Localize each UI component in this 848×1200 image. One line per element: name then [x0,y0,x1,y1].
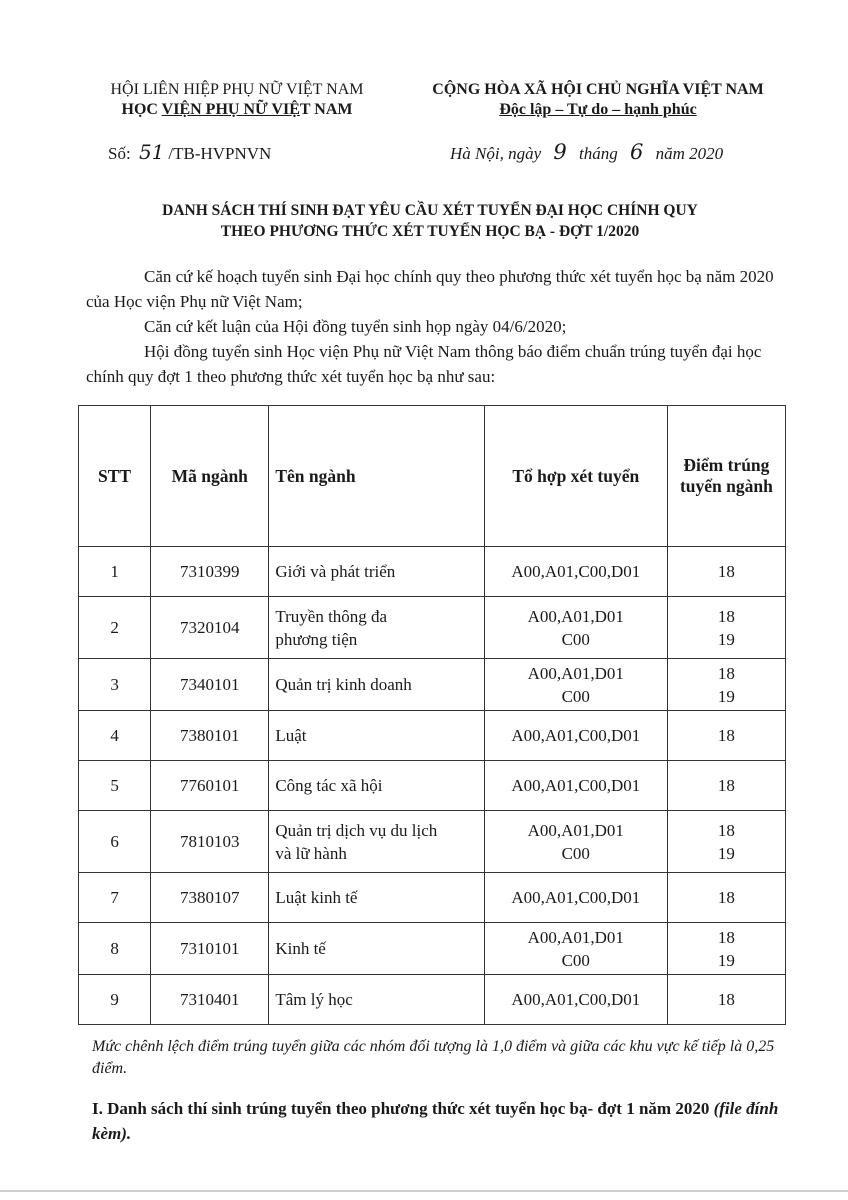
cell-subject-combination [484,547,667,597]
date-year: năm 2020 [655,144,724,163]
cell-major-name-value: Tâm lý học [275,990,353,1009]
cell-major-code-value: 7310401 [179,990,240,1009]
cell-stt-value: 3 [110,675,119,694]
cell-major-name-value: Quản trị dịch vụ du lịch [275,820,438,840]
doc-number-handwritten: 51 [138,140,165,164]
cell-stt [79,659,151,711]
doc-number-prefix: Số: [108,144,131,163]
cell-cutoff-score [667,597,785,659]
col-header-subject-combination: Tổ hợp xét tuyển [484,406,667,547]
cell-stt-value: 5 [110,776,119,795]
cell-cutoff-score [667,873,785,923]
cell-subject-combination [484,811,667,873]
cell-subject-combination-value: C00 [561,950,590,970]
cell-stt [79,547,151,597]
col-header-major-name: Tên ngành [269,406,484,547]
org-name-underlined: VIỆN PHỤ NỮ VIỆ [161,101,300,118]
cell-major-code-value: 7380107 [179,888,240,907]
cell-major-code-value: 7380101 [179,726,240,745]
title-line-1: DANH SÁCH THÍ SINH ĐẠT YÊU CẦU XÉT TUYỂN ĐẠI HỌC CHÍNH QUY [162,202,698,219]
cell-cutoff-score [667,811,785,873]
cell-major-name [269,711,484,761]
cell-major-name-value: và lữ hành [275,843,347,863]
cell-cutoff-score-value: 18 [717,663,735,683]
cell-cutoff-score [667,923,785,975]
cell-major-name [269,811,484,873]
cell-major-code-value: 7340101 [179,675,240,694]
cell-cutoff-score [667,547,785,597]
cell-stt-value: 4 [110,726,119,745]
cell-cutoff-score [667,761,785,811]
cell-cutoff-score-value: 19 [717,950,735,970]
cell-subject-combination-value: A00,A01,C00,D01 [511,990,641,1009]
cell-major-code [151,547,269,597]
cell-subject-combination-value: A00,A01,C00,D01 [511,726,641,745]
cell-cutoff-score-value: 18 [717,888,735,907]
cell-major-name [269,975,484,1025]
cell-major-code [151,873,269,923]
paragraph-basis-plan: Căn cứ kế hoạch tuyển sinh Đại học chính quy theo phương thức xét tuyển học bạ năm 2020 của Học viện Phụ nữ Việt Nam; [86,267,774,311]
cell-major-code-value: 7760101 [179,776,240,795]
cell-stt [79,597,151,659]
cell-major-code [151,811,269,873]
cell-major-name-value: Luật kinh tế [275,888,358,907]
cell-subject-combination [484,873,667,923]
cell-stt [79,923,151,975]
issuing-organization [92,80,382,120]
org-name-part: HỌC [121,101,162,118]
cell-major-name-value: Kinh tế [275,939,326,958]
title-line-2: THEO PHƯƠNG THỨC XÉT TUYỂN HỌC BẠ - ĐỢT 1/2020 [220,223,640,240]
section-text: I. Danh sách thí sinh trúng tuyển theo phương thức xét tuyển học bạ- đợt 1 năm 2020 [92,1099,710,1118]
motto-text: Độc lập – Tự do – hạnh phúc [499,101,697,118]
document-title [80,200,780,242]
cell-major-code-value: 7810103 [179,832,240,851]
cell-major-name [269,547,484,597]
date-month-handwritten: 6 [630,140,644,164]
cell-major-name-value: Giới và phát triển [275,562,396,581]
cell-major-code [151,975,269,1025]
cell-major-name [269,659,484,711]
col-header-stt: STT [79,406,151,547]
cell-cutoff-score-value: 18 [717,726,735,745]
cell-major-code [151,761,269,811]
cell-stt-value: 2 [110,618,119,637]
cell-cutoff-score-value: 18 [717,990,735,1009]
cell-subject-combination [484,761,667,811]
col-header-cutoff-line1: Điểm trúng [683,455,770,475]
col-header-cutoff-score [667,406,785,547]
cell-major-name-value: Quản trị kinh doanh [275,675,412,694]
cell-major-name-value: phương tiện [275,629,358,649]
org-parent-name: HỘI LIÊN HIỆP PHỤ NỮ VIỆT NAM [110,81,364,98]
cell-major-name [269,873,484,923]
cell-cutoff-score-value: 18 [717,606,735,626]
cell-major-code-value: 7320104 [179,618,240,637]
cell-major-name-value: Luật [275,726,307,745]
cell-cutoff-score [667,659,785,711]
date-place: Hà Nội, ngày [450,144,542,163]
org-name-part: T NAM [299,101,353,118]
cell-major-name-value: Công tác xã hội [275,776,383,795]
cell-stt [79,873,151,923]
table-row [79,597,786,659]
col-header-cutoff-line2: tuyển ngành [679,476,773,496]
cell-cutoff-score-value: 18 [717,562,735,581]
cell-stt-value: 9 [110,990,119,1009]
date-day-handwritten: 9 [553,140,567,164]
cell-subject-combination-value: A00,A01,D01 [527,606,624,626]
cell-major-name [269,923,484,975]
table-row [79,873,786,923]
cell-cutoff-score-value: 19 [717,686,735,706]
cell-subject-combination [484,711,667,761]
table-row [79,711,786,761]
cell-subject-combination [484,975,667,1025]
admission-scores-table [78,405,786,1025]
cell-cutoff-score-value: 19 [717,843,735,863]
cell-major-code [151,597,269,659]
page-bottom-edge [0,1190,848,1192]
cell-major-name [269,597,484,659]
paragraph-basis-council: Căn cứ kết luận của Hội đồng tuyển sinh họp ngày 04/6/2020; [144,317,567,336]
cell-stt [79,711,151,761]
cell-major-name [269,761,484,811]
cell-subject-combination [484,923,667,975]
national-motto [412,100,784,120]
cell-subject-combination-value: C00 [561,686,590,706]
cell-major-code [151,711,269,761]
cell-subject-combination-value: A00,A01,C00,D01 [511,776,641,795]
table-row [79,923,786,975]
cell-subject-combination-value: C00 [561,629,590,649]
org-name [92,100,382,120]
table-row [79,547,786,597]
cell-subject-combination-value: A00,A01,C00,D01 [511,888,641,907]
cell-stt-value: 6 [110,832,119,851]
cell-cutoff-score-value: 18 [717,927,735,947]
col-header-major-code: Mã ngành [151,406,269,547]
date-month-label: tháng [579,144,618,163]
score-difference-note: Mức chênh lệch điểm trúng tuyển giữa các nhóm đối tượng là 1,0 điểm và giữa các khu vực kế tiếp là 0,25 điểm. [92,1038,775,1077]
doc-number-code: /TB-HVPNVN [168,144,272,163]
section-heading [92,1096,786,1146]
table-row [79,811,786,873]
cell-subject-combination-value: A00,A01,D01 [527,927,624,947]
cell-major-code-value: 7310101 [179,939,240,958]
cell-major-code [151,923,269,975]
cell-major-code [151,659,269,711]
cell-major-name-value: Truyền thông đa [275,606,388,626]
cell-stt-value: 1 [110,562,119,581]
table-body [79,547,786,1025]
cell-subject-combination-value: A00,A01,C00,D01 [511,562,641,581]
table-header-row [79,406,786,547]
cell-cutoff-score-value: 18 [717,776,735,795]
cell-cutoff-score [667,711,785,761]
table-row [79,975,786,1025]
cell-cutoff-score [667,975,785,1025]
cell-subject-combination [484,597,667,659]
cell-stt-value: 8 [110,939,119,958]
paragraph-announcement: Hội đồng tuyển sinh Học viện Phụ nữ Việt Nam thông báo điểm chuẩn trúng tuyển đại học chính quy đợt 1 theo phương thức xét tuyển học bạ như sau: [86,342,762,386]
cell-subject-combination-value: A00,A01,D01 [527,820,624,840]
cell-stt [79,761,151,811]
cell-cutoff-score-value: 18 [717,820,735,840]
cell-stt-value: 7 [110,888,119,907]
table-row [79,659,786,711]
cell-stt [79,975,151,1025]
cell-subject-combination-value: A00,A01,D01 [527,663,624,683]
cell-major-code-value: 7310399 [179,562,240,581]
national-header [412,80,784,120]
date-line [450,140,723,164]
document-number [108,140,271,164]
cell-subject-combination [484,659,667,711]
nation-name: CỘNG HÒA XÃ HỘI CHỦ NGHĨA VIỆT NAM [432,81,764,98]
cell-stt [79,811,151,873]
cell-cutoff-score-value: 19 [717,629,735,649]
section-attachment: (file đính kèm). [92,1099,779,1143]
table-row [79,761,786,811]
cell-subject-combination-value: C00 [561,843,590,863]
